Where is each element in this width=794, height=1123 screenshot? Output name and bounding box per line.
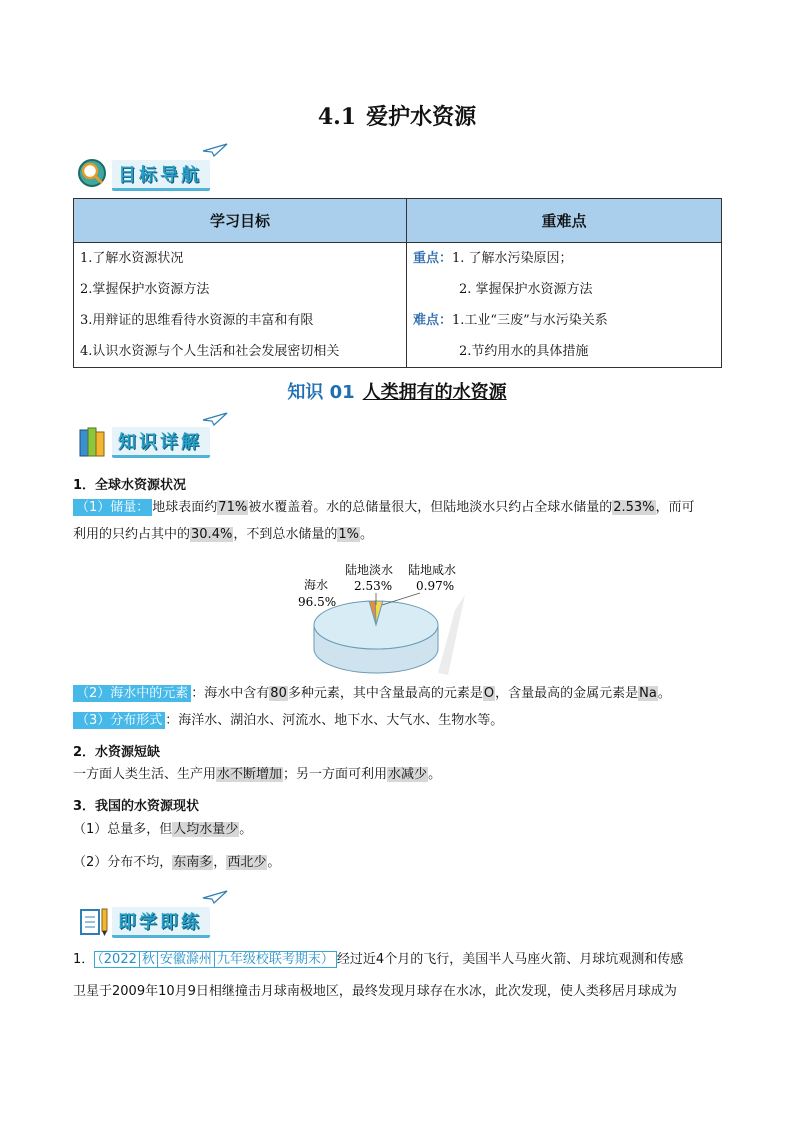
practice-banner-label: 即学即练 xyxy=(112,907,210,938)
text: ，而可 xyxy=(655,500,695,515)
key-points-cell xyxy=(407,243,722,368)
key-label: 重点： xyxy=(413,251,453,266)
knowledge-banner xyxy=(76,422,210,462)
objective-item: 2.掌握保护水资源方法 xyxy=(80,282,210,297)
books-icon xyxy=(76,424,112,460)
question-1-line-2: 卫星于2009年10月9日相继撞击月球南极地区，最终发现月球存在水冰，此次发现，使人类移居月球成为 xyxy=(73,984,677,999)
answer-highlight: 30.4% xyxy=(191,527,233,542)
magnifier-icon xyxy=(76,157,112,193)
goals-banner xyxy=(76,155,210,195)
paragraph-distribution xyxy=(73,709,733,733)
paragraph-shortage xyxy=(73,763,733,787)
answer-highlight: 东南多 xyxy=(173,855,213,870)
page-title xyxy=(0,100,794,131)
difficult-label: 难点： xyxy=(413,313,453,328)
section-title-text: 人类拥有的水资源 xyxy=(362,382,507,403)
heading-global-water: 1．全球水资源状况 xyxy=(73,478,187,493)
text: 。 xyxy=(239,822,253,837)
key-point-line xyxy=(407,274,721,305)
answer-highlight: O xyxy=(483,686,495,701)
paper-plane-icon xyxy=(202,890,228,904)
text: （1）总量多，但 xyxy=(73,822,173,837)
answer-highlight: 水减少 xyxy=(388,767,428,782)
header-objectives: 学习目标 xyxy=(74,199,407,243)
text: ，含量最高的金属元素是 xyxy=(495,686,639,701)
text: 经过近4个月的飞行，美国半人马座火箭、月球坑观测和传感 xyxy=(336,952,684,967)
title-number: 4.1 xyxy=(317,104,357,130)
question-1 xyxy=(73,948,733,972)
notebook-pen-icon xyxy=(76,904,112,940)
answer-highlight: Na xyxy=(639,686,657,701)
text: 多种元素，其中含量最高的元素是 xyxy=(287,686,483,701)
tag-distribution: （3）分布形式 xyxy=(73,712,165,729)
section-prefix: 知识 01 xyxy=(287,382,355,403)
text: ， xyxy=(213,855,227,870)
label-sea-water: 海水 xyxy=(304,578,329,592)
answer-highlight: 水不断增加 xyxy=(217,767,283,782)
goals-banner-label: 目标导航 xyxy=(112,160,210,191)
objective-item: 4.认识水资源与个人生活和社会发展密切相关 xyxy=(80,344,340,359)
answer-highlight: 71% xyxy=(218,500,248,515)
goals-table xyxy=(73,198,722,368)
tag-elements: （2）海水中的元素 xyxy=(73,685,191,702)
text: 。 xyxy=(428,767,442,782)
label-fresh-water: 陆地淡水 xyxy=(345,563,394,577)
paragraph-storage-2 xyxy=(73,523,733,547)
text: （2）分布不均， xyxy=(73,855,173,870)
answer-highlight: 80 xyxy=(270,686,287,701)
paragraph-storage xyxy=(73,496,733,520)
difficult-point-line xyxy=(407,305,721,336)
text: ，不到总水储量的 xyxy=(233,527,338,542)
source-part: 秋 xyxy=(139,952,155,967)
text: 利用的只约占其中的 xyxy=(73,527,191,542)
paragraph-china-2 xyxy=(73,851,733,875)
text: ：海洋水、湖泊水、河流水、地下水、大气水、生物水等。 xyxy=(165,713,504,728)
source-part: 安徽滁州 xyxy=(157,952,212,967)
paragraph-elements xyxy=(73,682,733,706)
knowledge-banner-label: 知识详解 xyxy=(112,427,210,458)
paper-plane-icon xyxy=(202,412,228,426)
difficult-point-line xyxy=(407,336,721,367)
practice-banner xyxy=(76,902,210,942)
answer-highlight: 1% xyxy=(338,527,359,542)
question-source xyxy=(94,951,337,968)
title-text: 爱护水资源 xyxy=(366,105,477,130)
value-fresh-water: 2.53% xyxy=(354,579,393,593)
heading-china: 3．我国的水资源现状 xyxy=(73,799,200,814)
source-part: 九年级校联考期末） xyxy=(214,952,334,967)
text: 一方面人类生活、生产用 xyxy=(73,767,217,782)
key-point: 1. 了解水污染原因； xyxy=(452,251,573,266)
paper-plane-icon xyxy=(202,143,228,157)
tag-storage: （1）储量： xyxy=(73,499,152,516)
difficult-point: 1.工业“三废”与水污染关系 xyxy=(452,313,608,328)
answer-highlight: 人均水量少 xyxy=(173,822,239,837)
answer-highlight: 西北少 xyxy=(227,855,267,870)
text: 被水覆盖着。水的总储量很大，但陆地淡水只约占全球水储量的 xyxy=(248,500,613,515)
objective-item: 3.用辩证的思维看待水资源的丰富和有限 xyxy=(80,313,314,328)
source-part: （2022 xyxy=(97,952,137,967)
heading-shortage: 2．水资源短缺 xyxy=(73,745,161,760)
objectives-cell xyxy=(74,243,407,368)
text: ：海水中含有 xyxy=(191,686,270,701)
text: ；另一方面可利用 xyxy=(283,767,388,782)
question-number: 1． xyxy=(73,952,95,967)
text: 。 xyxy=(267,855,281,870)
water-pie-chart xyxy=(280,555,480,680)
key-point-line xyxy=(407,243,721,274)
value-sea-water: 96.5% xyxy=(298,595,337,609)
text: 。 xyxy=(657,686,671,701)
value-salt-water: 0.97% xyxy=(416,579,455,593)
key-point: 2. 掌握保护水资源方法 xyxy=(459,282,593,297)
answer-highlight: 2.53% xyxy=(613,500,655,515)
text: 地球表面约 xyxy=(152,500,218,515)
header-key-points: 重难点 xyxy=(407,199,722,243)
section-title xyxy=(0,378,794,404)
difficult-point: 2.节约用水的具体措施 xyxy=(459,344,589,359)
label-salt-water: 陆地咸水 xyxy=(408,563,457,577)
objective-item: 1.了解水资源状况 xyxy=(80,251,184,266)
text: 。 xyxy=(359,527,373,542)
paragraph-china-1 xyxy=(73,818,733,842)
